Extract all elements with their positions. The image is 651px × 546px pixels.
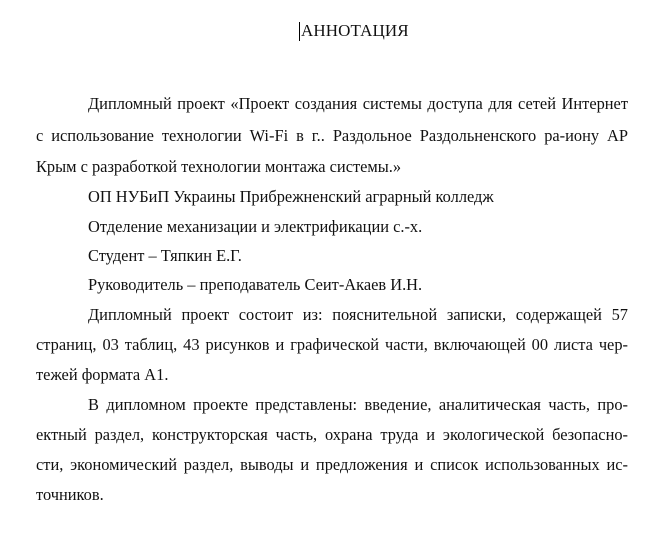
text-line: ОП НУБиП Украины Прибрежненский аграрный колледж bbox=[88, 187, 494, 206]
document-title-text: АННОТАЦИЯ bbox=[301, 21, 409, 40]
text-cursor bbox=[299, 22, 300, 41]
text-line: Руководитель – преподаватель Сеит-Акаев И.Н. bbox=[88, 275, 423, 294]
text-line: Дипломный проект «Проект создания системы доступа для сетей Интернет bbox=[88, 94, 628, 113]
text-line: страниц, 03 таблиц, 43 рисунков и графической части, включающей 00 листа чер- bbox=[36, 335, 628, 354]
text-line: тежей формата А1. bbox=[36, 365, 169, 384]
document-title bbox=[301, 20, 409, 42]
text-line: Дипломный проект состоит из: пояснительной записки, содержащей 57 bbox=[88, 305, 628, 324]
text-line: ектный раздел, конструкторская часть, охрана труда и экологической безопасно- bbox=[36, 425, 628, 444]
text-line: В дипломном проекте представлены: введение, аналитическая часть, про- bbox=[88, 395, 628, 414]
text-line: с использование технологии Wi-Fi в г.. Раздольное Раздольненского ра-иону АР bbox=[36, 126, 628, 145]
text-line: Отделение механизации и электрификации с.-х. bbox=[88, 217, 423, 236]
text-line: точников. bbox=[36, 485, 104, 504]
text-line: Крым с разработкой технологии монтажа системы.» bbox=[36, 157, 402, 176]
text-line: Студент – Тяпкин Е.Г. bbox=[88, 246, 242, 265]
text-line: сти, экономический раздел, выводы и предложения и список использованных ис- bbox=[36, 455, 628, 474]
